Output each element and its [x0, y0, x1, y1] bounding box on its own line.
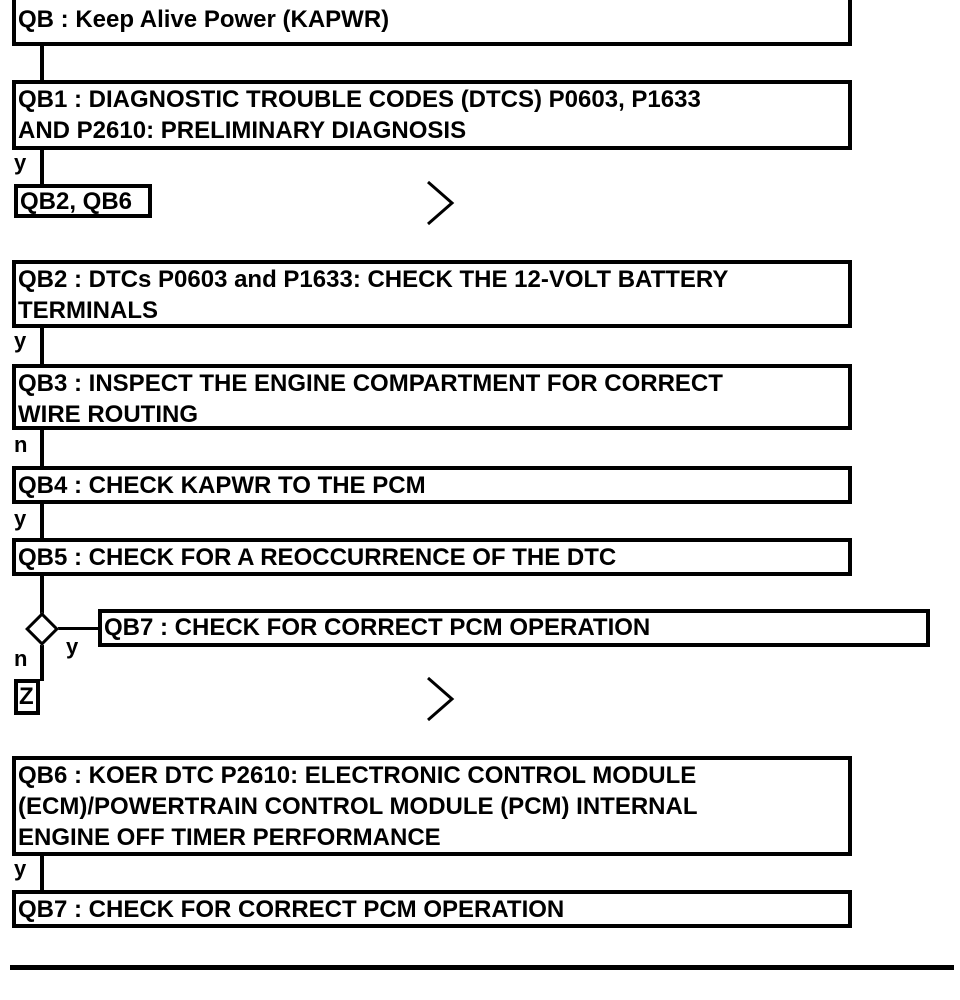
edge-qb1-yes-label: y	[14, 150, 27, 175]
bottom-divider	[10, 965, 954, 970]
node-qb6	[12, 756, 852, 856]
node-qb2	[12, 260, 852, 328]
connector-qb2-qb3	[40, 326, 44, 364]
node-qb1-line1: QB1 : DIAGNOSTIC TROUBLE CODES (DTCS) P0603, P1633	[18, 86, 701, 113]
connector-qb4-qb5	[40, 502, 44, 538]
node-qb4	[12, 466, 852, 504]
node-qb7	[12, 890, 852, 928]
decision-diamond-icon	[25, 612, 59, 646]
node-qb2-line2: TERMINALS	[18, 297, 158, 324]
node-qb3	[12, 364, 852, 430]
node-qb1-line2: AND P2610: PRELIMINARY DIAGNOSIS	[18, 117, 467, 144]
node-qb7-label: QB7 : CHECK FOR CORRECT PCM OPERATION	[18, 896, 565, 923]
node-qb3-line2: WIRE ROUTING	[18, 401, 198, 428]
edge-qb2-yes-label: y	[14, 328, 27, 353]
node-qb4-label: QB4 : CHECK KAPWR TO THE PCM	[18, 472, 426, 499]
node-qb5	[12, 538, 852, 576]
node-qb7-branch	[98, 609, 930, 647]
node-z	[14, 679, 40, 715]
node-qb5-label: QB5 : CHECK FOR A REOCCURRENCE OF THE DTC	[18, 544, 617, 571]
connector-qb6-qb7	[40, 854, 44, 890]
node-qb	[12, 0, 852, 46]
edge-qb6-yes-label: y	[14, 856, 27, 881]
connector-qb1-qb1target	[40, 148, 44, 184]
connector-qb3-qb4	[40, 428, 44, 466]
edge-diamond-yes-label: y	[66, 634, 79, 659]
node-qb6-line2: (ECM)/POWERTRAIN CONTROL MODULE (PCM) INTERNAL	[18, 793, 698, 820]
node-qb3-line1: QB3 : INSPECT THE ENGINE COMPARTMENT FOR CORRECT	[18, 370, 723, 397]
chevron-right-icon	[418, 178, 458, 228]
chevron-right-icon	[418, 674, 458, 724]
node-qb7-branch-label: QB7 : CHECK FOR CORRECT PCM OPERATION	[104, 614, 651, 641]
edge-qb3-no-label: n	[14, 432, 28, 457]
node-qb1-target	[14, 184, 152, 218]
connector-diamond-z	[40, 645, 44, 681]
node-qb6-line1: QB6 : KOER DTC P2610: ELECTRONIC CONTROL MODULE	[18, 762, 697, 789]
connector-qb5-diamond	[40, 574, 44, 614]
node-qb1-target-label: QB2, QB6	[20, 188, 133, 215]
edge-qb4-yes-label: y	[14, 506, 27, 531]
edge-diamond-no-label: n	[14, 646, 28, 671]
node-qb1	[12, 80, 852, 150]
connector-diamond-qb7branch	[58, 627, 100, 630]
node-z-label: Z	[19, 683, 34, 710]
node-qb-label: QB : Keep Alive Power (KAPWR)	[18, 6, 390, 33]
node-qb2-line1: QB2 : DTCs P0603 and P1633: CHECK THE 12-VOLT BATTERY	[18, 266, 729, 293]
node-qb6-line3: ENGINE OFF TIMER PERFORMANCE	[18, 824, 441, 851]
